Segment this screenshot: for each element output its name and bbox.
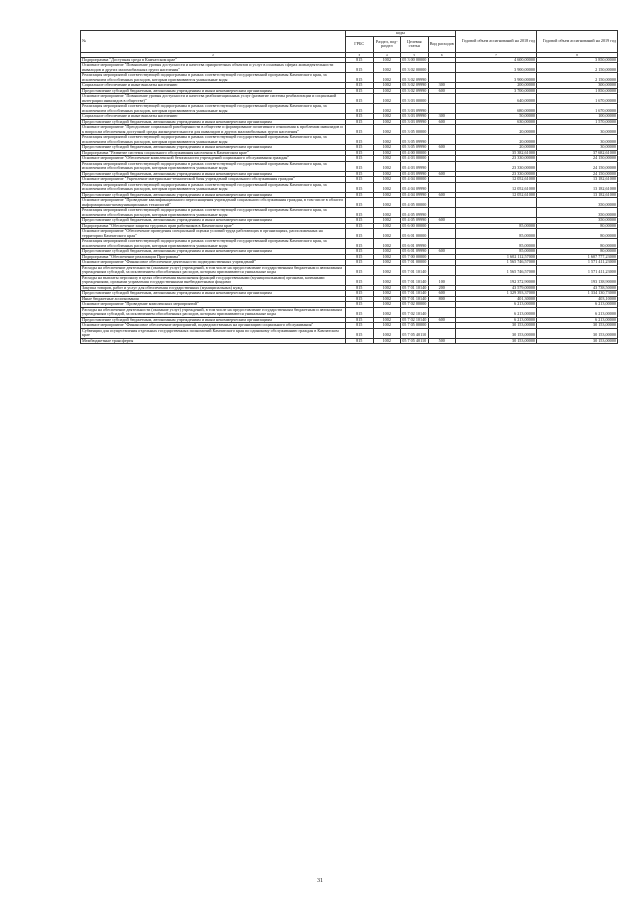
row-amount-2019: 100,00000: [537, 114, 618, 120]
row-amount-2018: 1 565 746,57000: [456, 260, 537, 266]
row-amount-2018: 630,00000: [456, 119, 537, 125]
row-razdel: 1002: [373, 192, 401, 198]
budget-table-sheet: [80, 30, 618, 344]
row-amount-2018: [456, 198, 537, 208]
row-amount-2019: 1 571 411,23000: [537, 265, 618, 275]
row-amount-2018: 12 052,61000: [456, 182, 537, 192]
row-expense-type: [428, 239, 456, 249]
row-target-article: 05 4 04 00000: [402, 176, 427, 181]
row-expense-type: 600: [428, 145, 456, 151]
row-razdel: 1002: [373, 218, 401, 224]
row-razdel: 1002: [373, 177, 401, 183]
table-row: [81, 63, 618, 73]
row-amount-2018: 12 052,61000: [456, 177, 537, 183]
row-name: Социальное обеспечение и иные выплаты населению: [81, 114, 346, 120]
row-amount-2018: 50,00000: [456, 114, 537, 120]
row-amount-2018: 85,00000: [456, 229, 537, 239]
table-row: [81, 135, 618, 145]
row-target-article: 05 3 03 09990: [401, 104, 429, 114]
header-razdel: Раздел, под-раздел: [373, 36, 401, 52]
row-amount-2019: 193 138,90000: [537, 275, 618, 285]
col-num-5: 5: [401, 52, 429, 57]
col-num-7: 7: [456, 52, 537, 57]
row-amount-2018: 20,00000: [456, 145, 537, 151]
row-target-article: 05 7 05 40110: [401, 328, 429, 338]
row-name: Основное мероприятие "Обеспечение проведения специальной оценки условий труда работающих в организациях, расположенных на территории Камчатского края": [81, 229, 346, 239]
row-expense-type: [428, 229, 456, 239]
row-amount-2018: 640,00000: [456, 94, 537, 104]
row-target-article: 05 4 05 09990: [402, 217, 427, 222]
row-amount-2018: 1 329 393,37000: [456, 291, 537, 297]
row-razdel: 1002: [373, 63, 401, 73]
table-row: [81, 161, 618, 171]
row-amount-2019: 43 738,50000: [537, 285, 618, 291]
row-name: Расходы на выплаты персоналу в целях обеспечения выполнения функций государственными (муниципальными) органами, казенными учреждениями, органами управления государственными внебюджетными фондами: [81, 275, 346, 285]
row-razdel: 1002: [373, 208, 401, 218]
row-target-article: 05 4 05 00000: [401, 198, 429, 208]
row-razdel: 1002: [373, 302, 401, 308]
row-razdel: 1002: [373, 285, 401, 291]
row-amount-2019: 3 850,00000: [537, 57, 618, 63]
row-name: Иные бюджетные ассигнования: [81, 296, 346, 302]
row-amount-2018: 85,00000: [456, 239, 537, 249]
row-razdel: 1002: [373, 265, 401, 275]
row-expense-type: [428, 125, 456, 135]
row-target-article: 05 7 00 00000: [402, 254, 427, 259]
row-expense-type: 600: [428, 218, 456, 224]
row-target-article: 05 3 05 09990: [402, 144, 427, 149]
row-expense-type: 200: [428, 285, 456, 291]
row-grbs: 815: [346, 254, 374, 260]
row-razdel: 1002: [373, 150, 401, 156]
col-num-4: 4: [373, 52, 401, 57]
row-amount-2018: 23 330,00000: [456, 156, 537, 162]
row-grbs: 815: [346, 104, 374, 114]
table-row: [81, 338, 618, 344]
row-grbs: 815: [346, 182, 374, 192]
row-grbs: 815: [346, 125, 374, 135]
table-row: [81, 104, 618, 114]
row-name: Межбюджетные трансферты: [81, 338, 346, 344]
row-amount-2019: 80,00000: [537, 239, 618, 249]
row-grbs: 815: [346, 198, 374, 208]
row-grbs: 815: [346, 192, 374, 198]
table-body: [81, 57, 618, 344]
row-name: Предоставление субсидий бюджетным, автономным учреждениям и иным некоммерческим организациям: [81, 317, 346, 323]
row-amount-2018: 23 330,00000: [456, 171, 537, 177]
row-grbs: 815: [346, 63, 374, 73]
col-num-2: 2: [81, 52, 346, 57]
row-expense-type: [428, 104, 456, 114]
row-expense-type: [428, 208, 456, 218]
row-amount-2019: 2 150,00000: [537, 73, 618, 83]
row-amount-2019: 350,00000: [537, 218, 618, 224]
row-razdel: 1002: [373, 88, 401, 94]
row-amount-2019: 13 182,61000: [537, 182, 618, 192]
row-grbs: 815: [346, 177, 374, 183]
row-name: Предоставление субсидий бюджетным, автономным учреждениям и иным некоммерческим организациям: [81, 218, 346, 224]
row-name: Реализация мероприятий соответствующей подпрограммы в рамках соответствующей государственной программы Камчатского края, за исключением обособленных расходов, которым присваиваются уникальные коды: [81, 73, 346, 83]
row-amount-2018: 3 700,00000: [456, 88, 537, 94]
row-amount-2019: 30 153,00000: [537, 338, 618, 344]
row-expense-type: [428, 307, 456, 317]
row-razdel: 1002: [373, 114, 401, 120]
row-amount-2019: 350,00000: [537, 208, 618, 218]
row-grbs: 815: [346, 119, 374, 125]
row-amount-2018: 12 052,61000: [456, 192, 537, 198]
row-target-article: 05 6 01 09990: [401, 239, 429, 249]
row-amount-2018: 43 579,00000: [456, 285, 537, 291]
table-row: [81, 239, 618, 249]
row-amount-2019: 30,00000: [537, 145, 618, 151]
row-razdel: 1002: [373, 182, 401, 192]
row-name: Основное мероприятие "Преодоление социальной разобщенности в обществе и формирование позитивного отношения к проблемам инвалидов и к вопросам обеспечения доступной среды жизнедеятельности для инвалидов и других маломобильных групп населения": [81, 125, 346, 135]
row-target-article: 05 4 00 00000: [402, 150, 427, 155]
row-razdel: 1002: [373, 198, 401, 208]
row-grbs: 815: [346, 161, 374, 171]
row-name: Реализация мероприятий соответствующей подпрограммы в рамках соответствующей государственной программы Камчатского края, за исключением обособленных расходов, которым присваиваются уникальные коды: [81, 239, 346, 249]
row-amount-2018: 23 330,00000: [456, 161, 537, 171]
header-grbs: ГРБС: [346, 36, 374, 52]
row-target-article: 05 3 03 09990: [402, 119, 427, 124]
row-amount-2018: 200,00000: [456, 83, 537, 89]
row-name: Основное мероприятие "Проведение комплексных мероприятий": [81, 302, 346, 308]
row-expense-type: 600: [428, 249, 456, 255]
row-name: Социальное обеспечение и иные выплаты населению: [81, 83, 346, 89]
row-grbs: 815: [346, 275, 374, 285]
row-grbs: 815: [346, 223, 374, 229]
row-target-article: 05 6 01 00000: [401, 229, 429, 239]
row-razdel: 1002: [373, 323, 401, 329]
row-expense-type: 100: [428, 275, 456, 285]
row-expense-type: 800: [428, 296, 456, 302]
row-amount-2019: 1 334 130,73000: [537, 291, 618, 297]
row-razdel: 1002: [373, 161, 401, 171]
row-amount-2019: 1 670,00000: [537, 94, 618, 104]
row-amount-2019: 30,00000: [537, 135, 618, 145]
row-target-article: 05 3 05 09990: [401, 135, 429, 145]
row-name: Предоставление субсидий бюджетным, автономным учреждениям и иным некоммерческим организациям: [81, 145, 346, 151]
row-amount-2019: 13 182,61000: [537, 177, 618, 183]
table-row: [81, 208, 618, 218]
row-target-article: 05 7 01 00000: [402, 259, 427, 264]
row-amount-2019: 1 850,00000: [537, 88, 618, 94]
row-amount-2019: 6 213,00000: [537, 317, 618, 323]
row-razdel: 1002: [373, 104, 401, 114]
row-grbs: 815: [346, 285, 374, 291]
row-target-article: 05 4 03 09990: [401, 161, 429, 171]
row-amount-2019: 1 607 777,23000: [537, 254, 618, 260]
row-expense-type: 600: [428, 119, 456, 125]
row-amount-2018: 6 213,00000: [456, 317, 537, 323]
row-amount-2018: [456, 208, 537, 218]
row-amount-2019: 30 153,00000: [537, 323, 618, 329]
row-name: Основное мероприятие "Финансовое обеспечение мероприятий, подведомственных на организацию социального обслуживания": [81, 323, 346, 329]
row-grbs: 815: [346, 328, 374, 338]
row-amount-2018: 6 213,00000: [456, 307, 537, 317]
row-name: Подпрограмма "Развитие системы социального обслуживания населения в Камчатском крае": [81, 150, 346, 156]
row-target-article: 05 3 02 09990: [402, 88, 427, 93]
row-amount-2018: 4 600,00000: [456, 57, 537, 63]
row-target-article: 05 4 03 00000: [402, 155, 427, 160]
row-expense-type: [428, 198, 456, 208]
row-razdel: 1002: [373, 249, 401, 255]
row-name: Реализация мероприятий соответствующей подпрограммы в рамках соответствующей государственной программы Камчатского края, за исключением обособленных расходов, которым присваиваются уникальные коды: [81, 161, 346, 171]
row-amount-2018: 20,00000: [456, 125, 537, 135]
row-name: Расходы на обеспечение деятельности (оказание услуг) учреждений, в том числе на предоставление государственным бюджетным и автономным учреждениям субсидий, за исключением обособленных расходов, которым присваиваются уникальные коды: [81, 307, 346, 317]
row-name: Подпрограмма "Обеспечение реализации Программы": [81, 254, 346, 260]
row-razdel: 1002: [373, 307, 401, 317]
page-number: 31: [317, 878, 323, 884]
row-amount-2019: 80,00000: [537, 223, 618, 229]
row-expense-type: 300: [428, 83, 456, 89]
table-row: [81, 275, 618, 285]
row-razdel: 1002: [373, 135, 401, 145]
row-grbs: 815: [346, 265, 374, 275]
row-razdel: 1002: [373, 125, 401, 135]
row-grbs: 815: [346, 156, 374, 162]
header-expense-type: Вид расходов: [428, 36, 456, 52]
row-target-article: 05 3 02 00000: [401, 63, 429, 73]
row-expense-type: 500: [428, 338, 456, 344]
row-amount-2018: 1 602 112,57000: [456, 254, 537, 260]
row-amount-2019: 300,00000: [537, 83, 618, 89]
row-expense-type: [428, 94, 456, 104]
table-row: [81, 73, 618, 83]
row-target-article: 05 3 03 00000: [401, 94, 429, 104]
row-name: Предоставление субсидий бюджетным, автономным учреждениям и иным некоммерческим организациям: [81, 249, 346, 255]
row-grbs: 815: [346, 135, 374, 145]
row-grbs: 815: [346, 114, 374, 120]
row-expense-type: 600: [428, 88, 456, 94]
row-amount-2018: 6 213,00000: [456, 302, 537, 308]
row-target-article: 05 7 05 00000: [402, 322, 427, 327]
row-grbs: 815: [346, 317, 374, 323]
table-row: [81, 265, 618, 275]
header-target-article: Целевая статья: [401, 36, 429, 52]
row-target-article: 05 6 00 00000: [402, 223, 427, 228]
row-name: Реализация мероприятий соответствующей подпрограммы в рамках соответствующей государственной программы Камчатского края, за исключением обособленных расходов, которым присваиваются уникальные коды: [81, 182, 346, 192]
row-amount-2019: 1 570,00000: [537, 119, 618, 125]
row-amount-2019: 37 682,61000: [537, 150, 618, 156]
header-year-2019: Годовой объем ассигнований на 2019 год: [537, 31, 618, 53]
row-target-article: 05 7 01 10140: [401, 275, 429, 285]
row-grbs: 815: [346, 83, 374, 89]
row-amount-2018: 30 153,00000: [456, 323, 537, 329]
row-grbs: 815: [346, 150, 374, 156]
row-grbs: 815: [346, 229, 374, 239]
budget-table: [80, 30, 618, 344]
row-name: Предоставление субсидий бюджетным, автономным учреждениям и иным некоммерческим организациям: [81, 171, 346, 177]
row-amount-2019: 24 150,00000: [537, 156, 618, 162]
row-target-article: 05 3 00 00000: [402, 57, 427, 62]
header-year-2018: Годовой объем ассигнований на 2018 год: [456, 31, 537, 53]
row-expense-type: [428, 63, 456, 73]
row-amount-2018: 680,00000: [456, 104, 537, 114]
row-amount-2018: 3 900,00000: [456, 63, 537, 73]
row-target-article: 05 6 01 09990: [402, 248, 427, 253]
row-target-article: 05 7 01 10140: [401, 265, 429, 275]
row-expense-type: [428, 135, 456, 145]
row-razdel: 1002: [373, 317, 401, 323]
row-amount-2018: 3 900,00000: [456, 73, 537, 83]
row-name: Реализация мероприятий соответствующей подпрограммы в рамках соответствующей государственной программы Камчатского края, за исключением обособленных расходов, которым присваиваются уникальные коды: [81, 135, 346, 145]
row-name: Субвенции для осуществления отдельных государственных полномочий Камчатского края по одинокому обслуживанию граждан в Камчатском крае: [81, 328, 346, 338]
row-expense-type: 600: [428, 317, 456, 323]
row-razdel: 1002: [373, 328, 401, 338]
table-row: [81, 94, 618, 104]
table-row: [81, 307, 618, 317]
row-grbs: 815: [346, 307, 374, 317]
row-target-article: 05 4 04 09990: [401, 182, 429, 192]
table-row: [81, 328, 618, 338]
row-target-article: 05 7 02 10140: [402, 317, 427, 322]
row-grbs: 815: [346, 94, 374, 104]
row-target-article: 05 3 03 09990: [402, 113, 427, 118]
row-name: Реализация мероприятий соответствующей подпрограммы в рамках соответствующей государственной программы Камчатского края, за исключением обособленных расходов, которым присваиваются уникальные коды: [81, 104, 346, 114]
row-grbs: 815: [346, 171, 374, 177]
row-amount-2018: 1 565 746,57000: [456, 265, 537, 275]
row-razdel: 1002: [373, 229, 401, 239]
row-name: Предоставление субсидий бюджетным, автономным учреждениям и иным некоммерческим организациям: [81, 192, 346, 198]
row-expense-type: 600: [428, 171, 456, 177]
row-name: Основное мероприятие "Проведение квалификационного переоснащения учреждений социального обслуживания граждан, в том числе в области информационно-коммуникационных технологий": [81, 198, 346, 208]
row-razdel: 1002: [373, 223, 401, 229]
row-razdel: 1002: [373, 291, 401, 297]
row-razdel: 1002: [373, 73, 401, 83]
row-razdel: 1002: [373, 239, 401, 249]
row-grbs: 815: [346, 338, 374, 344]
table-row: [81, 125, 618, 135]
row-target-article: 05 4 05 09990: [401, 208, 429, 218]
row-razdel: 1002: [373, 83, 401, 89]
row-amount-2018: 30 153,00000: [456, 328, 537, 338]
row-amount-2019: 1 670,00000: [537, 104, 618, 114]
row-target-article: 05 7 01 10140: [402, 296, 427, 301]
row-name: Подпрограмма "Доступная среда в Камчатском крае": [81, 57, 346, 63]
row-name: Основное мероприятие "Укрепление материально-технической базы учреждений социального обслуживания граждан": [81, 177, 346, 183]
header-number: №: [81, 31, 346, 53]
row-razdel: 1002: [373, 57, 401, 63]
row-grbs: 815: [346, 88, 374, 94]
row-amount-2019: 1 571 411,23000: [537, 260, 618, 266]
row-grbs: 815: [346, 249, 374, 255]
row-expense-type: [428, 182, 456, 192]
row-target-article: 05 7 02 00000: [402, 301, 427, 306]
row-name: Предоставление субсидий бюджетным, автономным учреждениям и иным некоммерческим организациям: [81, 88, 346, 94]
row-amount-2019: 24 150,00000: [537, 171, 618, 177]
row-grbs: 815: [346, 239, 374, 249]
row-target-article: 05 7 01 10140: [402, 290, 427, 295]
row-amount-2018: 85,00000: [456, 223, 537, 229]
col-num-8: 8: [537, 52, 618, 57]
row-grbs: 815: [346, 291, 374, 297]
row-razdel: 1002: [373, 145, 401, 151]
row-amount-2019: 24 150,00000: [537, 161, 618, 171]
row-amount-2018: 35 382,61000: [456, 150, 537, 156]
row-amount-2019: 30,00000: [537, 125, 618, 135]
row-razdel: 1002: [373, 171, 401, 177]
row-expense-type: [428, 265, 456, 275]
row-target-article: 05 3 05 00000: [401, 125, 429, 135]
row-grbs: 815: [346, 302, 374, 308]
row-amount-2019: 350,00000: [537, 198, 618, 208]
row-name: Основное мероприятие "Повышение уровня доступности и качества реабилитационных услуг (развитие системы реабилитации и социальной интеграции инвалидов в обществе)": [81, 94, 346, 104]
row-razdel: 1002: [373, 275, 401, 285]
row-grbs: 815: [346, 323, 374, 329]
row-razdel: 1002: [373, 94, 401, 104]
row-expense-type: [428, 161, 456, 171]
table-row: [81, 182, 618, 192]
row-name: Предоставление субсидий бюджетным, автономным учреждениям и иным некоммерческим организациям: [81, 291, 346, 297]
row-amount-2019: 6 213,00000: [537, 307, 618, 317]
row-grbs: 815: [346, 57, 374, 63]
row-amount-2018: 20,00000: [456, 135, 537, 145]
row-amount-2019: 30 153,00000: [537, 328, 618, 338]
row-amount-2019: 2 150,00000: [537, 63, 618, 73]
row-name: Основное мероприятие "Повышение уровня доступности и качества приоритетных объектов и услуг в основных сферах жизнедеятельности инвалидов и других маломобильных групп населения": [81, 63, 346, 73]
row-target-article: 05 7 01 10140: [402, 285, 427, 290]
row-amount-2019: 6 213,00000: [537, 302, 618, 308]
row-amount-2019: 80,00000: [537, 249, 618, 255]
col-num-6: 6: [428, 52, 456, 57]
row-name: Предоставление субсидий бюджетным, автономным учреждениям и иным некоммерческим организациям: [81, 119, 346, 125]
row-expense-type: 600: [428, 291, 456, 297]
row-amount-2019: 13 182,61000: [537, 192, 618, 198]
row-expense-type: 300: [428, 114, 456, 120]
row-target-article: 05 3 02 09990: [401, 73, 429, 83]
row-razdel: 1002: [373, 260, 401, 266]
row-razdel: 1002: [373, 296, 401, 302]
table-row: [81, 229, 618, 239]
row-name: Основное мероприятие "Финансовое обеспечение деятельности подведомственных учреждений": [81, 260, 346, 266]
row-target-article: 05 7 02 10140: [401, 307, 429, 317]
row-name: Подпрограмма "Обеспечение защиты трудовых прав работников в Камчатском крае": [81, 223, 346, 229]
row-grbs: 815: [346, 260, 374, 266]
header-codes: коды: [346, 31, 456, 37]
row-amount-2018: 85,00000: [456, 249, 537, 255]
row-amount-2018: 30 153,00000: [456, 338, 537, 344]
row-expense-type: 600: [428, 192, 456, 198]
row-grbs: 815: [346, 218, 374, 224]
row-amount-2018: 192 372,90000: [456, 275, 537, 285]
row-expense-type: [428, 328, 456, 338]
row-target-article: 05 4 03 09990: [402, 171, 427, 176]
row-razdel: 1002: [373, 156, 401, 162]
col-num-3: 3: [346, 52, 374, 57]
row-expense-type: [428, 73, 456, 83]
row-razdel: 1002: [373, 254, 401, 260]
row-grbs: 815: [346, 296, 374, 302]
row-target-article: 05 7 05 40110: [402, 338, 427, 343]
row-name: Расходы на обеспечение деятельности (оказание услуг) учреждений, в том числе на предоставление государственным бюджетным и автономным учреждениям субсидий, за исключением обособленных расходов, которым присваиваются уникальные коды: [81, 265, 346, 275]
row-grbs: 815: [346, 208, 374, 218]
row-amount-2019: 80,00000: [537, 229, 618, 239]
row-amount-2019: 403,10000: [537, 296, 618, 302]
row-name: Основное мероприятие "Обеспечение комплексной безопасности учреждений социального обслуживания граждан": [81, 156, 346, 162]
row-target-article: 05 3 02 09990: [402, 82, 427, 87]
row-name: Реализация мероприятий соответствующей подпрограммы в рамках соответствующей государственной программы Камчатского края, за исключением обособленных расходов, которым присваиваются уникальные коды: [81, 208, 346, 218]
row-razdel: 1002: [373, 119, 401, 125]
row-name: Закупка товаров, работ и услуг для обеспечения государственных (муниципальных) нужд: [81, 285, 346, 291]
table-row: [81, 198, 618, 208]
row-razdel: 1002: [373, 338, 401, 344]
row-amount-2018: 401,30000: [456, 296, 537, 302]
row-target-article: 05 4 04 09990: [402, 192, 427, 197]
row-grbs: 815: [346, 145, 374, 151]
row-grbs: 815: [346, 73, 374, 83]
